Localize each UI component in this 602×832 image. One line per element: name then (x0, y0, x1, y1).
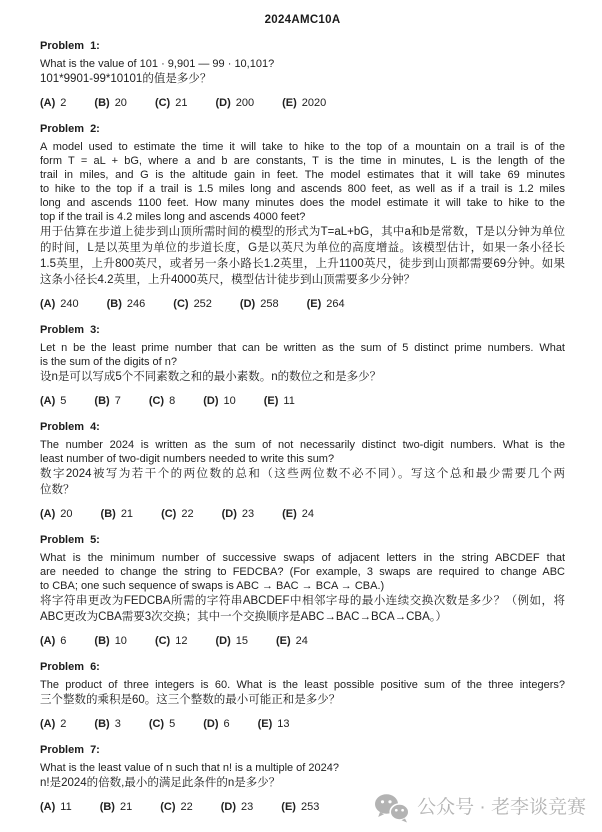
text-line: is the sum of the digits of n? (40, 356, 177, 368)
option-value: 200 (235, 97, 255, 109)
option-value: 246 (126, 298, 146, 310)
answer-option (40, 800, 72, 814)
answer-option (94, 717, 120, 731)
problem-text-english (40, 341, 565, 369)
option-label: (D) (215, 97, 231, 109)
option-label: (A) (40, 508, 56, 520)
answer-option (40, 96, 66, 110)
answer-option (40, 717, 66, 731)
option-value: 21 (119, 801, 133, 813)
text-line: 设n是可以写成5个不同素数之和的最小素数。n的数位之和是多少？ (40, 371, 382, 383)
option-value: 258 (260, 298, 279, 310)
problem-text-chinese (40, 466, 565, 498)
answer-option (276, 634, 308, 648)
option-value: 10 (223, 395, 236, 407)
answer-option (307, 297, 345, 311)
answer-option (161, 507, 194, 521)
text-line: What is the value of 101 · 9,901 — 99 · 10,101? (40, 58, 275, 70)
option-label: (C) (161, 508, 177, 520)
problem-text-english (40, 761, 565, 775)
text-line: n!是2024的倍数,最小的满足此条件的n是多少？ (40, 777, 281, 789)
text-line: to CBA; one such sequence of swaps is ABC → BAC → BCA → CBA.) (40, 580, 385, 592)
problem-heading: Problem 6: (40, 661, 100, 673)
answer-options (40, 96, 565, 110)
problem-heading: Problem 4: (40, 421, 100, 433)
answer-option (94, 394, 120, 408)
option-value: 2 (60, 97, 67, 109)
answer-option (203, 394, 236, 408)
option-label: (A) (40, 635, 56, 647)
text-line: to hike to the top if a trail is 1.5 miles long and ascends 800 feet, as well as if a trail is 1.2 miles (40, 183, 565, 195)
option-value: 5 (60, 395, 67, 407)
option-label: (B) (100, 508, 116, 520)
option-label: (E) (281, 801, 296, 813)
option-value: 8 (169, 395, 176, 407)
answer-option (40, 394, 66, 408)
answer-option (264, 394, 295, 408)
problem-text-chinese (40, 71, 565, 87)
problem-heading: Problem 5: (40, 534, 100, 546)
problem-1 (40, 40, 565, 110)
text-line: top if the trail is 4.2 miles long and ascends 4000 feet? (40, 211, 306, 223)
option-label: (E) (263, 395, 279, 407)
option-value: 264 (326, 298, 345, 310)
option-label: (B) (94, 395, 110, 407)
answer-option (100, 800, 133, 814)
option-value: 252 (193, 298, 212, 310)
text-line: long and ascends 1100 feet. How many minutes does the model estimate it will take to hike to the (40, 197, 565, 209)
answer-options (40, 507, 565, 521)
option-value: 12 (175, 635, 188, 647)
option-label: (E) (306, 298, 322, 310)
option-label: (B) (94, 97, 110, 109)
option-label: (C) (154, 97, 171, 109)
option-value: 22 (180, 801, 193, 813)
answer-option (107, 297, 146, 311)
problem-text-chinese (40, 224, 565, 288)
option-value: 2020 (301, 97, 327, 109)
text-line: What is the minimum number of successive swaps of adjacent letters in the string ABCDEF that (40, 552, 565, 564)
answer-options (40, 634, 565, 648)
problem-4 (40, 421, 565, 521)
option-label: (B) (94, 718, 110, 730)
text-line: 位数？ (40, 484, 75, 496)
answer-option (258, 717, 290, 731)
problem-2 (40, 123, 565, 311)
text-line: form T = aL + bG, where a and b are constants, T is the time in minutes, L is the length of the (40, 155, 565, 167)
option-label: (D) (220, 801, 237, 813)
answer-options (40, 297, 565, 311)
problem-text-english (40, 438, 565, 466)
option-value: 15 (235, 635, 248, 647)
option-value: 22 (181, 508, 194, 520)
option-label: (D) (203, 395, 219, 407)
text-line: 1.5英里，上升800英尺，或者另一条小路长1.2英里，上升1100英尺，徒步到山顶都需要69分钟。如果 (40, 258, 565, 270)
problem-text-chinese (40, 369, 565, 385)
answer-option (160, 800, 193, 814)
option-value: 6 (223, 718, 230, 730)
text-line: The product of three integers is 60. What is the least possible positive sum of the three integers? (40, 679, 565, 691)
option-value: 3 (114, 718, 121, 730)
text-line: Let n be the least prime number that can be written as the sum of 5 distinct prime numbers. What (40, 342, 565, 354)
option-value: 23 (241, 801, 254, 813)
answer-option (155, 634, 188, 648)
answer-options (40, 394, 565, 408)
option-value: 24 (295, 635, 308, 647)
watermark-text: 公众号 · 老李谈竞赛 (417, 797, 586, 818)
answer-option (40, 507, 73, 521)
option-value: 6 (60, 635, 67, 647)
option-label: (C) (148, 718, 165, 730)
answer-option (203, 717, 229, 731)
option-value: 20 (60, 508, 73, 520)
option-label: (C) (160, 801, 176, 813)
option-label: (B) (99, 801, 115, 813)
text-line: 的时间，L是以英里为单位的步道长度，G是以英尺为单位的高度增益。该模型估计，如果一条小径长 (40, 242, 565, 254)
option-value: 2 (60, 718, 67, 730)
option-label: (B) (106, 298, 122, 310)
problem-heading: Problem 7: (40, 744, 100, 756)
option-value: 240 (60, 298, 79, 310)
answer-option (221, 800, 254, 814)
text-line: 这条小径长4.2英里，上升4000英尺，模型估计徒步到山顶需要多少分钟？ (40, 274, 416, 286)
option-label: (A) (40, 97, 56, 109)
option-label: (A) (40, 718, 56, 730)
problem-text-english (40, 57, 565, 71)
answer-option (173, 297, 212, 311)
option-value: 20 (114, 97, 127, 109)
problem-heading: Problem 1: (40, 40, 100, 52)
option-value: 10 (114, 635, 127, 647)
text-line: What is the least value of n such that n! is a multiple of 2024? (40, 762, 340, 774)
option-label: (B) (94, 635, 110, 647)
text-line: 将字符串更改为FEDCBA所需的字符串ABCDEF中相邻字母的最小连续交换次数是多少？（例如，将 (40, 595, 565, 607)
answer-option (222, 507, 255, 521)
answer-options (40, 717, 565, 731)
answer-option (149, 394, 175, 408)
answer-option (40, 634, 66, 648)
text-line: A model used to estimate the time it will take to hike to the top of a mountain on a trail is of the (40, 141, 565, 153)
problem-3 (40, 324, 565, 408)
option-label: (C) (154, 635, 171, 647)
answer-option (94, 634, 127, 648)
option-value: 11 (283, 395, 295, 407)
option-value: 23 (241, 508, 255, 520)
option-label: (C) (148, 395, 165, 407)
option-label: (E) (257, 718, 273, 730)
option-label: (C) (173, 298, 189, 310)
answer-option (282, 96, 326, 110)
answer-option (149, 717, 175, 731)
option-value: 7 (114, 395, 121, 407)
answer-option (281, 800, 319, 814)
text-line: 数字2024被写为若干个的两位数的总和（这些两位数不必不同）。写这个总和最少需要几个两 (40, 468, 565, 480)
problem-text-english (40, 551, 565, 593)
answer-option (40, 297, 79, 311)
option-label: (A) (40, 801, 56, 813)
problem-text-english (40, 678, 565, 692)
option-value: 13 (277, 718, 290, 730)
problem-text-english (40, 140, 565, 224)
option-label: (E) (282, 97, 297, 109)
option-label: (E) (276, 635, 291, 647)
option-value: 5 (169, 718, 176, 730)
text-line: 101*9901-99*10101的值是多少？ (40, 73, 212, 85)
text-line: trail in miles, and G is the altitude gain in feet. The model estimates that it will take 69 minutes (40, 169, 565, 181)
option-value: 11 (60, 801, 72, 813)
problem-5 (40, 534, 565, 648)
text-line: are needed to change the string to FEDCBA? (For example, 3 swaps are required to change ABC (40, 566, 565, 578)
text-line: least number of two-digit numbers needed to write this sum? (40, 453, 335, 465)
page-title: 2024AMC10A (264, 14, 341, 26)
answer-option (94, 96, 127, 110)
problem-heading: Problem 2: (40, 123, 100, 135)
option-label: (D) (215, 635, 231, 647)
text-line: 用于估算在步道上徒步到山顶所需时间的模型的形式为T=aL+bG，其中a和b是常数，T是以分钟为单位 (40, 226, 565, 238)
answer-option (215, 634, 248, 648)
answer-option (215, 96, 254, 110)
problem-text-chinese (40, 775, 565, 791)
option-label: (D) (221, 508, 237, 520)
watermark (374, 793, 586, 823)
option-value: 24 (301, 508, 315, 520)
option-value: 21 (175, 97, 188, 109)
answer-option (282, 507, 314, 521)
option-label: (D) (239, 298, 256, 310)
text-line: 三个整数的乘积是60。这三个整数的最小可能正和是多少？ (40, 694, 341, 706)
problem-heading: Problem 3: (40, 324, 100, 336)
option-label: (D) (203, 718, 219, 730)
wechat-icon (374, 793, 410, 823)
option-label: (A) (40, 298, 56, 310)
problem-6 (40, 661, 565, 731)
text-line: ABC更改为CBA需要3次交换；其中一个交换顺序是ABC→BAC→BCA→CBA。） (40, 611, 448, 623)
option-value: 21 (120, 508, 134, 520)
answer-option (101, 507, 134, 521)
problem-text-chinese (40, 692, 565, 708)
option-label: (A) (40, 395, 56, 407)
answer-option (240, 297, 279, 311)
option-value: 253 (300, 801, 320, 813)
problem-text-chinese (40, 593, 565, 625)
answer-option (155, 96, 188, 110)
text-line: The number 2024 is written as the sum of not necessarily distinct two-digit numbers. What is the (40, 439, 565, 451)
option-label: (E) (282, 508, 297, 520)
